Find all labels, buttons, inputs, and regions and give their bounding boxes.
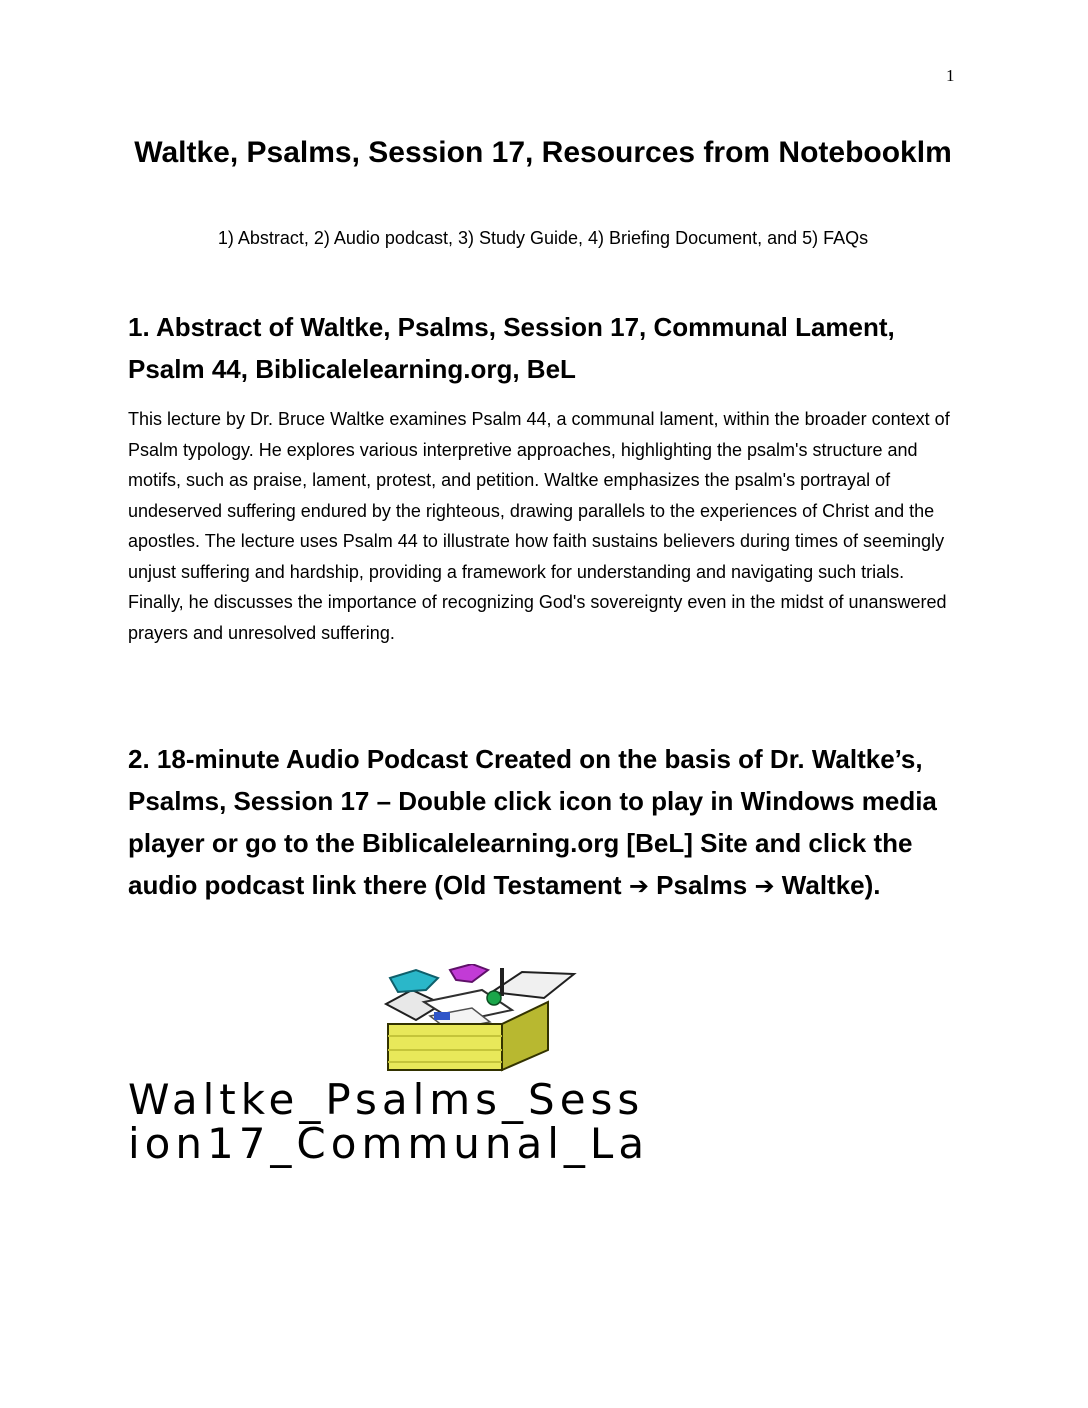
page-number: 1: [946, 66, 955, 85]
podcast-heading: [128, 738, 958, 907]
media-filename-line-1: Waltke_Psalms_Sess: [128, 1078, 645, 1124]
arrow-right-icon: ➔: [754, 872, 775, 900]
package-icon[interactable]: [372, 964, 580, 1072]
document-title: Waltke, Psalms, Session 17, Resources from Notebooklm: [134, 136, 952, 169]
podcast-heading-text-2: Psalms: [648, 870, 755, 900]
podcast-heading-text-3: Waltke).: [774, 870, 881, 900]
podcast-heading-text-1: 2. 18-minute Audio Podcast Created on the basis of Dr. Waltke’s, Psalms, Session 17 – Double click icon to play in Windows media player or go to the Biblicalelearning.org [BeL] Site and click the audio podcast link there (Old Testament: [128, 744, 937, 900]
document-subtitle: 1) Abstract, 2) Audio podcast, 3) Study Guide, 4) Briefing Document, and 5) FAQs: [217, 228, 869, 248]
abstract-text: This lecture by Dr. Bruce Waltke examines Psalm 44, a communal lament, within the broader context of Psalm typology. He explores various interpretive approaches, highlighting the psalm's structure and motifs, such as praise, lament, protest, and petition. Waltke emphasizes the psalm's portrayal of undeserved suffering endured by the righteous, drawing parallels to the experiences of Christ and the apostles. The lecture uses Psalm 44 to illustrate how faith sustains believers during times of seemingly unjust suffering and hardship, providing a framework for understanding and navigating such trials. Finally, he discusses the importance of recognizing God's sovereignty even in the midst of unanswered prayers and unresolved suffering.: [128, 409, 950, 643]
abstract-heading: 1. Abstract of Waltke, Psalms, Session 17, Communal Lament, Psalm 44, Biblicalelearning.org, BeL: [128, 312, 895, 384]
media-filename-line-2: ion17_Communal_La: [128, 1119, 650, 1168]
arrow-right-icon: ➔: [628, 872, 649, 900]
media-filename[interactable]: [128, 1078, 818, 1168]
